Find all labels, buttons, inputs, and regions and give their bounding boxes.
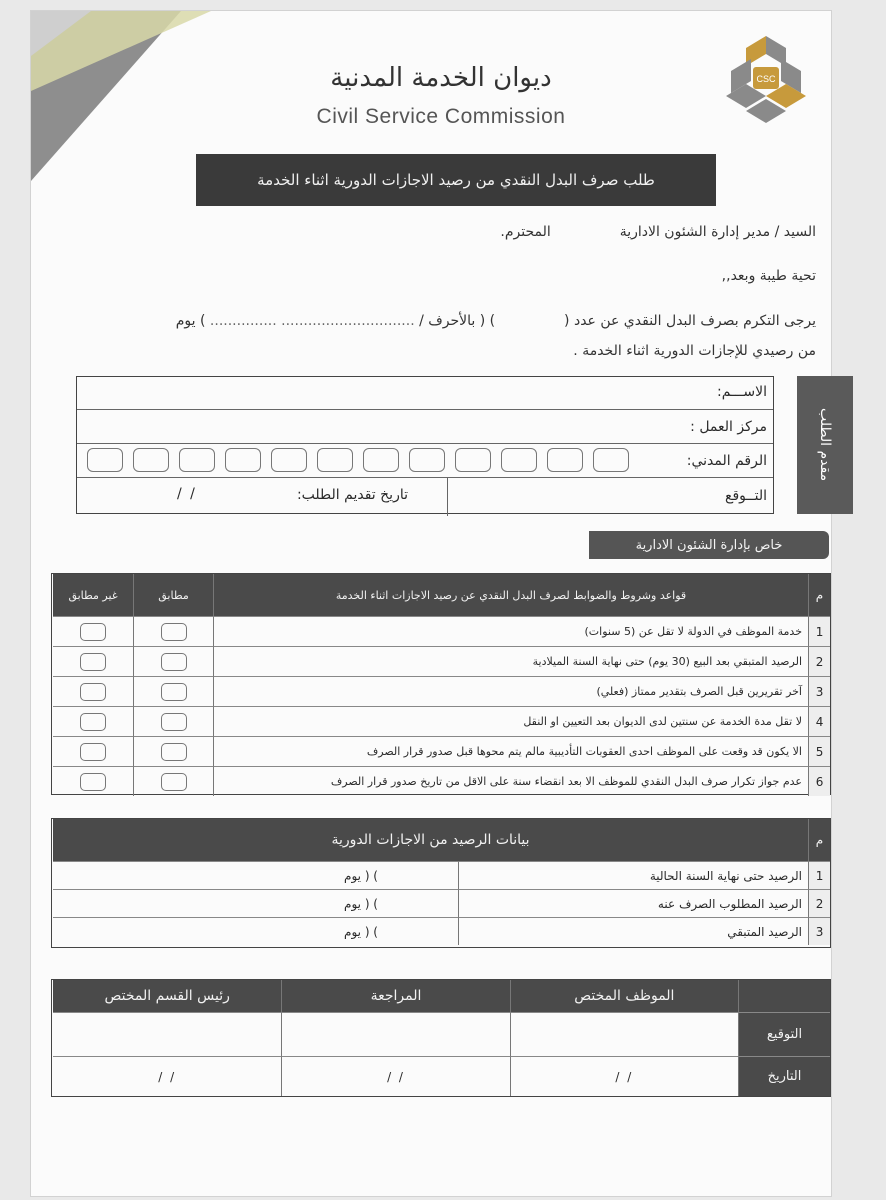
civil-id-row [77, 443, 773, 478]
header-nomatch: غير مطابق [53, 574, 133, 616]
rule-text: لا تقل مدة الخدمة عن سنتين لدى الديوان بعد التعيين او النقل [213, 706, 808, 736]
approval-date-field[interactable]: / / [281, 1056, 509, 1096]
rule-num: 2 [808, 646, 830, 676]
nomatch-cell [53, 766, 133, 796]
approval-row-label: التوقيع [738, 1012, 830, 1056]
submission-date-label: تاريخ تقديم الطلب: [296, 487, 408, 503]
request-text-b: ) ( بالأحرف / [419, 313, 496, 329]
admin-section-tag [589, 531, 829, 559]
submission-date-field[interactable]: / / [177, 486, 197, 502]
request-line-2: من رصيدي للإجازات الدورية اثناء الخدمة . [573, 343, 816, 359]
org-name-english: Civil Service Commission [316, 105, 566, 128]
rule-num: 1 [808, 616, 830, 646]
approval-row-label: التاريخ [738, 1056, 830, 1096]
approval-header: المراجعة [281, 980, 509, 1012]
civil-id-digit-box[interactable] [179, 448, 215, 472]
approval-date-field[interactable]: / / [53, 1056, 281, 1096]
applicant-side-label [797, 376, 853, 514]
workplace-row[interactable] [77, 409, 773, 444]
rule-num: 5 [808, 736, 830, 766]
applicant-grid [76, 376, 774, 514]
civil-id-digit-box[interactable] [593, 448, 629, 472]
match-cell [133, 676, 213, 706]
balance-label: الرصيد حتى نهاية السنة الحالية [458, 861, 808, 889]
approval-signature-field[interactable] [281, 1012, 509, 1056]
civil-id-digit-box[interactable] [271, 448, 307, 472]
approval-header: رئيس القسم المختص [53, 980, 281, 1012]
rules-table [51, 573, 831, 795]
match-checkbox[interactable] [161, 653, 187, 671]
header-rule: قواعد وشروط والضوابط لصرف البدل النقدي عن رصيد الاجازات اثناء الخدمة [213, 574, 808, 616]
match-checkbox[interactable] [161, 773, 187, 791]
signature-label: التــوقع [725, 488, 767, 504]
request-text-d: ) يوم [175, 313, 206, 329]
rule-num: 3 [808, 676, 830, 706]
csc-logo-icon [711, 31, 821, 131]
match-cell [133, 766, 213, 796]
civil-id-digit-box[interactable] [547, 448, 583, 472]
nomatch-cell [53, 736, 133, 766]
balance-header-title: بيانات الرصيد من الاجازات الدورية [53, 819, 808, 861]
approval-date-field[interactable]: / / [510, 1056, 738, 1096]
civil-id-digit-box[interactable] [363, 448, 399, 472]
match-checkbox[interactable] [161, 743, 187, 761]
rule-text: الا يكون قد وقعت على الموظف احدى العقوبات التأديبية مالم يتم محوها قبل صدور قرار الصرف [213, 736, 808, 766]
divider [447, 478, 448, 516]
balance-value-field[interactable]: ) ( يوم [53, 917, 458, 945]
balance-value-field[interactable]: ) ( يوم [53, 861, 458, 889]
form-title-text: طلب صرف البدل النقدي من رصيد الاجازات الدورية اثناء الخدمة [257, 171, 655, 189]
balance-table [51, 818, 831, 948]
match-cell [133, 736, 213, 766]
rule-text: آخر تقريرين قبل الصرف بتقدير ممتاز (فعلي) [213, 676, 808, 706]
nomatch-checkbox[interactable] [80, 623, 106, 641]
balance-header-num: م [808, 819, 830, 861]
rule-text: الرصيد المتبقي بعد البيع (30 يوم) حتى نهاية السنة الميلادية [213, 646, 808, 676]
signature-date-row [77, 477, 773, 516]
civil-id-boxes [87, 448, 629, 472]
header-match: مطابق [133, 574, 213, 616]
name-label: الاســـم: [717, 384, 767, 400]
balance-label: الرصيد المتبقي [458, 917, 808, 945]
civil-id-digit-box[interactable] [87, 448, 123, 472]
match-checkbox[interactable] [161, 713, 187, 731]
name-row[interactable] [77, 377, 773, 409]
nomatch-checkbox[interactable] [80, 743, 106, 761]
workplace-label: مركز العمل : [690, 419, 767, 435]
match-checkbox[interactable] [161, 623, 187, 641]
nomatch-cell [53, 706, 133, 736]
rule-num: 4 [808, 706, 830, 736]
header-num: م [808, 574, 830, 616]
rule-num: 6 [808, 766, 830, 796]
request-text-a: يرجى التكرم بصرف البدل النقدي عن عدد ( [564, 313, 816, 329]
request-line-1 [176, 313, 816, 329]
approval-header: الموظف المختص [510, 980, 738, 1012]
nomatch-cell [53, 676, 133, 706]
request-dots: .............................. [281, 313, 415, 329]
match-checkbox[interactable] [161, 683, 187, 701]
rule-text: عدم جواز تكرار صرف البدل النقدي للموظف الا بعد انقضاء سنة على الاقل من تاريخ صدور قرار الصرف [213, 766, 808, 796]
civil-id-digit-box[interactable] [501, 448, 537, 472]
civil-id-digit-box[interactable] [133, 448, 169, 472]
nomatch-cell [53, 616, 133, 646]
civil-id-digit-box[interactable] [409, 448, 445, 472]
addressee-line [500, 224, 816, 240]
form-title [196, 154, 716, 206]
balance-num: 2 [808, 889, 830, 917]
balance-num: 3 [808, 917, 830, 945]
nomatch-cell [53, 646, 133, 676]
greeting: تحية طيبة وبعد,, [721, 268, 816, 284]
logo-text: CSC [756, 74, 776, 84]
nomatch-checkbox[interactable] [80, 713, 106, 731]
request-dots-2: ............... [209, 313, 277, 329]
applicant-side-text: مقدم الطلب [817, 408, 833, 482]
nomatch-checkbox[interactable] [80, 773, 106, 791]
civil-id-digit-box[interactable] [455, 448, 491, 472]
match-cell [133, 706, 213, 736]
approval-signature-field[interactable] [53, 1012, 281, 1056]
nomatch-checkbox[interactable] [80, 653, 106, 671]
balance-label: الرصيد المطلوب الصرف عنه [458, 889, 808, 917]
honorific: المحترم. [500, 224, 551, 240]
civil-id-digit-box[interactable] [317, 448, 353, 472]
nomatch-checkbox[interactable] [80, 683, 106, 701]
admin-section-label: خاص بإدارة الشئون الادارية [635, 537, 783, 553]
form-page [30, 10, 832, 1197]
match-cell [133, 616, 213, 646]
balance-value-field[interactable]: ) ( يوم [53, 889, 458, 917]
civil-id-label: الرقم المدني: [686, 453, 767, 469]
corner-decoration-light [31, 11, 91, 56]
org-name-arabic: ديوان الخدمة المدنية [330, 63, 552, 93]
approval-table [51, 979, 831, 1097]
balance-num: 1 [808, 861, 830, 889]
match-cell [133, 646, 213, 676]
civil-id-digit-box[interactable] [225, 448, 261, 472]
addressee: السيد / مدير إدارة الشئون الادارية [619, 224, 816, 240]
approval-signature-field[interactable] [510, 1012, 738, 1056]
rule-text: خدمة الموظف في الدولة لا تقل عن (5 سنوات) [213, 616, 808, 646]
approval-header-blank [738, 980, 830, 1012]
